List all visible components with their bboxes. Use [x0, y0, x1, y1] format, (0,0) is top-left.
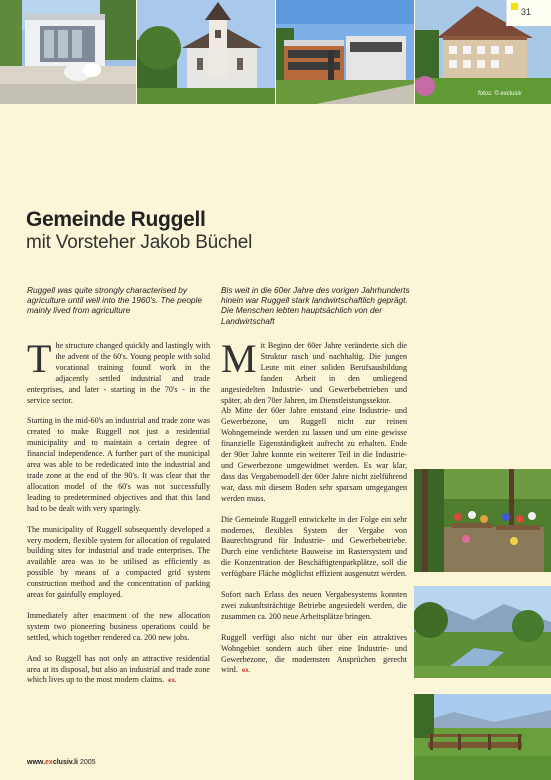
lead-english: Ruggell was quite strongly characterised by agriculture until well into the 1960's. The people mainly lived from agriculture [27, 285, 203, 316]
page-mark [511, 3, 518, 10]
article-title: Gemeinde Ruggell [26, 208, 206, 231]
photo-office-building [276, 0, 414, 104]
lead-german: Bis weit in die 60er Jahre des vorigen Jahrhunderts hinein war Ruggell stark landwirtschaftlich geprägt. Die Menschen lebten hauptsächlich von der Landwirtschaft [221, 285, 410, 326]
english-column [27, 336, 210, 696]
photo-picnic [414, 469, 551, 572]
footer [27, 759, 96, 766]
de-paragraph-2: Ab Mitte der 60er Jahre entstand eine Industrie- und Gewerbezone, um Ruggell nicht zur reinen Wohngemeinde werden zu lassen und um eine gewisse finanzielle Eigenständigkeit aufrecht zu erhalten. Ende der 90er Jahre konnte ein weiterer Teil in die Industrie- und Gewerbezone umgewidmet werden. Es war klar, dass das Vergabemodell der 60er Jahre nicht zielführend war, dass mit diesem Boden sehr sparsam umgegangen werden muss. [221, 406, 407, 503]
photo-modern-building [0, 0, 136, 104]
de-paragraph-5: Ruggell verfügt also nicht nur über ein attraktives Wohngebiet sondern auch über eine Industrie- und Gewerbezone, die modernsten Ansprüchen gerecht wird. ex. [221, 632, 407, 675]
footer-year: 2005 [79, 759, 96, 766]
de-dropcap: M [221, 336, 257, 381]
footer-domain: clusiv.li [52, 759, 78, 766]
page-number-tab [506, 0, 551, 26]
en-dropcap: T [27, 336, 52, 381]
de-paragraph-4: Sofort nach Erlass des neuen Vergabesystems konnten zwei zukunftsträchtige Betriebe angesiedelt werden, die zusammen ca. 200 neue Arbeitsplätze bringen. [221, 590, 407, 621]
photo-credit: fotos: © exclusiv [478, 91, 522, 97]
en-end-mark: ex. [168, 678, 177, 685]
de-paragraph-1: Mit Beginn der 60er Jahre veränderte sich die Struktur rasch und nachhaltig. Die jungen Leute mit einer soliden Berufsausbildung fanden Arbeit in den umliegend angesiedelten Industrie- und Gewerbebetrieben und später, ab den 70er Jahren, im Dienstleistungssektor. [221, 336, 407, 405]
photo-river-landscape [414, 586, 551, 678]
photo-wooden-bridge [414, 694, 551, 780]
de-end-mark: ex. [241, 668, 251, 675]
en-paragraph-2: Starting in the mid-60's an industrial and trade zone was created to make Ruggell not just a residential municipality and to maintain a certain degree of financial independence. A further part of the municipal area was able to be rededicated into the industrial and trade zone at the end of the 90's. It was clear that the allocation model of the 60's was not successfully leading to predetermined objectives and that this land had to be dealt with very sparingly. [27, 416, 210, 513]
en-paragraph-5: And so Ruggell has not only an attractive residential area at its disposal, but also an industrial and trade zone which lives up to the most modern claims. ex. [27, 653, 210, 685]
footer-www: www. [27, 759, 46, 766]
en-paragraph-3: The municipality of Ruggell subsequently developed a very modern, flexible system for allocation of regulated building sites for industrial and trade enterprises. The available area was to be utilised as efficiently as possible by means of a compacted grid system construction method and the concentration of parking areas for gainfully employed. [27, 524, 210, 600]
photo-church [137, 0, 275, 104]
article-subtitle: mit Vorsteher Jakob Büchel [26, 232, 253, 253]
top-photo-strip [0, 0, 551, 104]
footer-ex: ex [45, 759, 53, 766]
en-paragraph-1: The structure changed quickly and lastingly with the advent of the 60's. Young people with solid vocational training found work in the adjacently settled industrial and trade enterprises, and later - starting in the 70's - in the service sector. [27, 336, 210, 405]
en-paragraph-4: Immediately after enactment of the new allocation system two pioneering business operations could be settled, which together rendered ca. 200 new jobs. [27, 610, 210, 642]
page-number: 31 [521, 7, 532, 17]
de-paragraph-3: Die Gemeinde Ruggell entwickelte in der Folge ein sehr modernes, flexibles System der Vergabe von Baurechtsgrund für Industrie- und Gewerbebetriebe. Durch eine verdichtete Bauweise im Rastersystem und die Konzentration der Beschäftigtenparkplätze, soll die verfügbare Fläche möglichst effizient ausgenutzt werden. [221, 514, 407, 579]
german-column [221, 336, 407, 686]
